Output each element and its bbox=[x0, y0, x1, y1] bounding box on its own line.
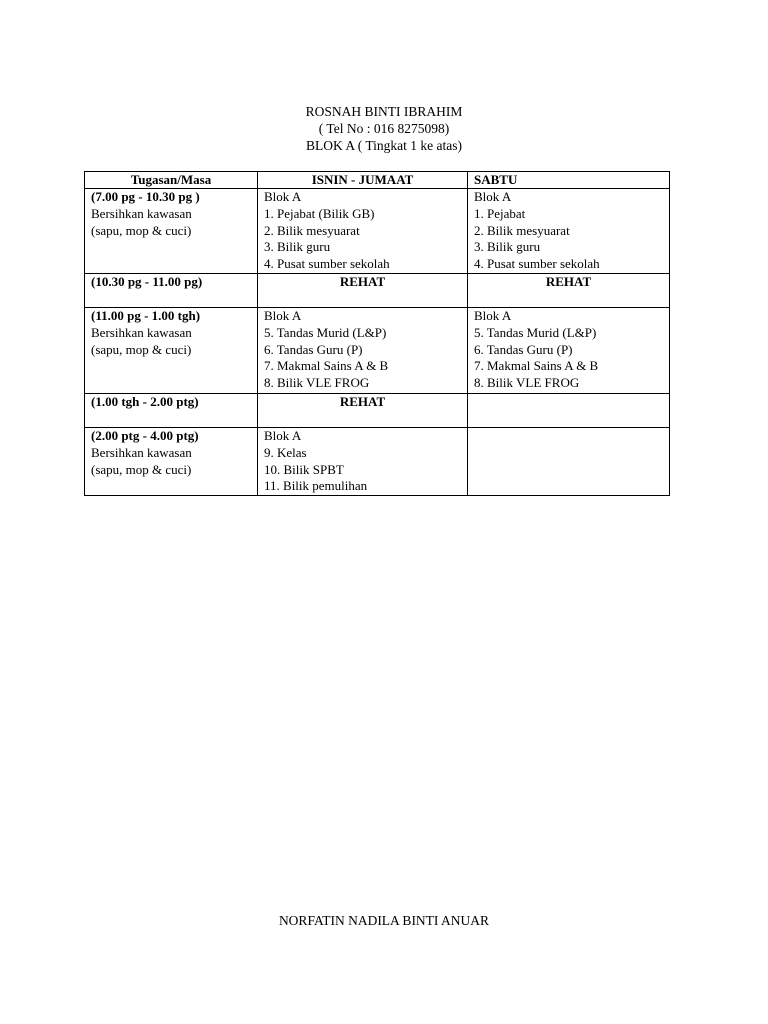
time-task-cell bbox=[85, 189, 258, 274]
area-line: 6. Tandas Guru (P) bbox=[474, 341, 573, 357]
header-block: BLOK A ( Tingkat 1 ke atas) bbox=[305, 138, 462, 153]
task-line: Bersihkan kawasan bbox=[91, 324, 192, 340]
area-line: 11. Bilik pemulihan bbox=[264, 478, 368, 494]
task-line: Bersihkan kawasan bbox=[91, 205, 192, 221]
area-line: 10. Bilik SPBT bbox=[264, 461, 344, 477]
table-row bbox=[85, 274, 670, 308]
area-line: Blok A bbox=[264, 189, 302, 204]
area-line: 9. Kelas bbox=[264, 444, 307, 460]
column-header-task-time: Tugasan/Masa bbox=[85, 172, 258, 189]
header-name: ROSNAH BINTI IBRAHIM bbox=[305, 104, 463, 119]
area-line: 8. Bilik VLE FROG bbox=[474, 375, 580, 391]
area-line: 6. Tandas Guru (P) bbox=[264, 341, 363, 357]
saturday-cell bbox=[468, 428, 670, 496]
time-slot: (11.00 pg - 1.00 tgh) bbox=[91, 308, 201, 323]
area-line: 4. Pusat sumber sekolah bbox=[474, 256, 600, 272]
area-line: 5. Tandas Murid (L&P) bbox=[264, 324, 387, 340]
saturday-cell bbox=[468, 308, 670, 394]
table-row bbox=[85, 428, 670, 496]
task-line: Bersihkan kawasan bbox=[91, 444, 192, 460]
time-task-cell bbox=[85, 308, 258, 394]
table-row bbox=[85, 394, 670, 428]
table-header-row bbox=[85, 172, 670, 189]
time-slot: (7.00 pg - 10.30 pg ) bbox=[91, 189, 200, 204]
time-task-cell bbox=[85, 394, 258, 428]
area-line: 1. Pejabat (Bilik GB) bbox=[264, 205, 375, 221]
task-line: (sapu, mop & cuci) bbox=[91, 461, 192, 477]
task-line: (sapu, mop & cuci) bbox=[91, 341, 192, 357]
area-line: 3. Bilik guru bbox=[264, 239, 331, 255]
time-task-cell bbox=[85, 428, 258, 496]
table-row bbox=[85, 189, 670, 274]
time-task-cell bbox=[85, 274, 258, 308]
header-tel: ( Tel No : 016 8275098) bbox=[318, 121, 450, 136]
weekday-cell bbox=[258, 428, 468, 496]
area-line: 4. Pusat sumber sekolah bbox=[264, 256, 390, 272]
area-line: Blok A bbox=[474, 189, 512, 204]
weekday-cell bbox=[258, 308, 468, 394]
document-footer bbox=[0, 913, 768, 929]
saturday-cell bbox=[468, 189, 670, 274]
area-line: 8. Bilik VLE FROG bbox=[264, 375, 370, 391]
area-line: 5. Tandas Murid (L&P) bbox=[474, 324, 597, 340]
area-line: 1. Pejabat bbox=[474, 205, 526, 221]
area-line: Blok A bbox=[264, 308, 302, 323]
schedule-table bbox=[84, 171, 670, 496]
area-line: 3. Bilik guru bbox=[474, 239, 541, 255]
area-line: Blok A bbox=[474, 308, 512, 323]
rest-cell: REHAT bbox=[468, 274, 670, 308]
document-header bbox=[0, 103, 768, 154]
weekday-cell bbox=[258, 189, 468, 274]
task-line: (sapu, mop & cuci) bbox=[91, 222, 192, 238]
table-row bbox=[85, 308, 670, 394]
area-line: 2. Bilik mesyuarat bbox=[264, 222, 360, 238]
column-header-saturday: SABTU bbox=[468, 172, 670, 189]
area-line: Blok A bbox=[264, 428, 302, 443]
time-slot: (2.00 ptg - 4.00 ptg) bbox=[91, 428, 199, 443]
column-header-weekday: ISNIN - JUMAAT bbox=[258, 172, 468, 189]
time-slot: (1.00 tgh - 2.00 ptg) bbox=[91, 394, 199, 409]
rest-cell: REHAT bbox=[258, 394, 468, 428]
saturday-cell bbox=[468, 394, 670, 428]
footer-name: NORFATIN NADILA BINTI ANUAR bbox=[278, 913, 490, 928]
time-slot: (10.30 pg - 11.00 pg) bbox=[91, 274, 203, 289]
area-line: 7. Makmal Sains A & B bbox=[264, 358, 389, 374]
rest-cell: REHAT bbox=[258, 274, 468, 308]
area-line: 7. Makmal Sains A & B bbox=[474, 358, 599, 374]
area-line: 2. Bilik mesyuarat bbox=[474, 222, 570, 238]
